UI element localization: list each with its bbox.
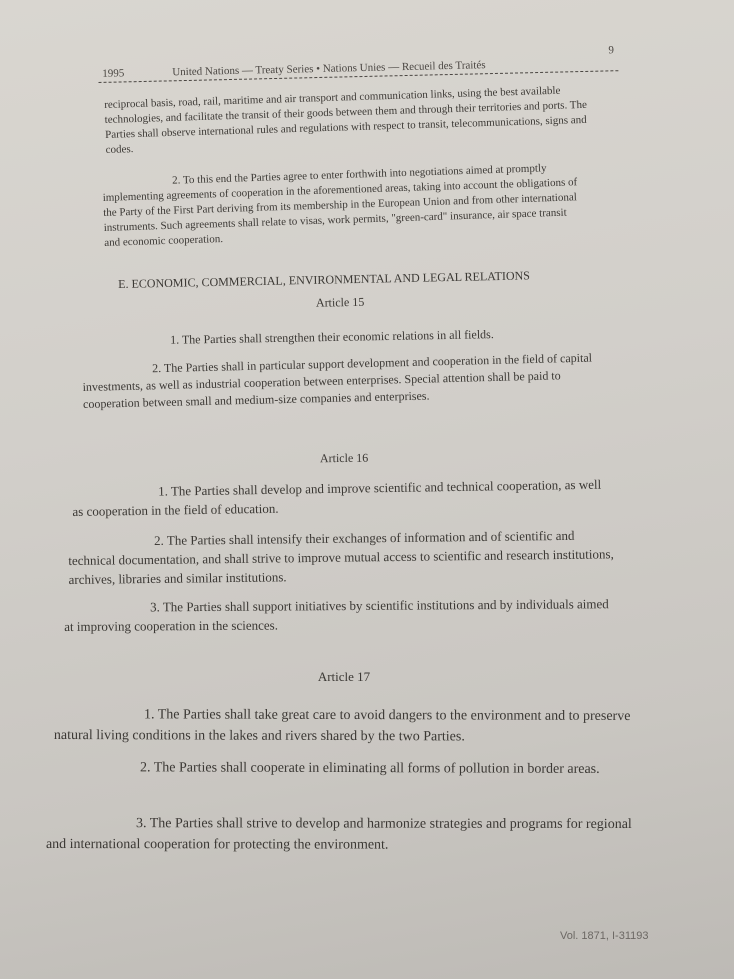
article-17-para-1: 1. The Parties shall take great care to avoid dangers to the environment and to preserve natural living conditions in the lakes and rivers shared by the two Parties.: [53, 707, 631, 745]
article-17-para-1-block: [54, 704, 644, 748]
article-16-para-1-block: [72, 475, 613, 521]
article-15-para-2-block: [82, 349, 603, 413]
article-15-para-2: 2. The Parties shall in particular support development and cooperation in the field of capital investments, as well as industrial cooperation between enterprises. Special attention shall be paid to cooperation between small and medium-size companies and enterprises.: [82, 350, 593, 411]
article-17-para-3: 3. The Parties shall strive to develop and harmonize strategies and programs for regional and international cooperation for protecting the environment.: [45, 816, 632, 853]
page-number: 9: [608, 44, 615, 57]
header-year: 1995: [102, 67, 125, 80]
continued-paragraph: reciprocal basis, road, rail, maritime and air transport and communication links, using the best available technologies, and facilitate the transit of their goods between them and through their territories and ports. The Parties shall observe international rules and regulations with respect to transit, telecommunications, signs and codes.: [104, 84, 588, 156]
article-16-para-2-block: [68, 525, 617, 589]
section-e-block: [118, 266, 598, 293]
article-16-para-2: 2. The Parties shall intensify their exchanges of information and of scientific and technical documentation, and shall strive to improve mutual access to scientific and research institutions, archives, libraries and similar institutions.: [68, 527, 614, 587]
article-16-para-1: 1. The Parties shall develop and improve scientific and technical cooperation, as well as cooperation in the field of education.: [72, 476, 602, 519]
article-17-para-2: 2. The Parties shall cooperate in eliminating all forms of pollution in border areas.: [139, 760, 600, 777]
article-16-title: Article 16: [319, 450, 369, 466]
article-16-para-3: 3. The Parties shall support initiatives by scientific institutions and by individuals aimed at improving cooperation in the sciences.: [64, 596, 609, 634]
continued-paragraph-block: [104, 82, 602, 158]
article-15-para-1-block: [100, 324, 600, 350]
article-17-para-2-block: [50, 757, 640, 780]
paragraph-2: 2. To this end the Parties agree to enter forthwith into negotiations aimed at promptly implementing agreements of cooperation in the aforementioned areas, taking into account the obligations of the Party of the First Part deriving from its membership in the European Union and from other international instruments. Such agreements shall relate to visas, work permits, "green-card" insurance, air space transit and economic cooperation.: [102, 162, 578, 249]
section-e-heading: E. ECONOMIC, COMMERCIAL, ENVIRONMENTAL AND LEGAL RELATIONS: [118, 268, 531, 291]
article-17-title: Article 17: [317, 669, 371, 684]
article-16-title-block: [244, 449, 444, 468]
article-15-title: Article 15: [315, 294, 365, 310]
article-16-para-3-block: [64, 594, 612, 636]
article-17-title-block: [244, 667, 444, 686]
article-15-title-block: [240, 293, 440, 313]
article-15-para-1: 1. The Parties shall strengthen their economic relations in all fields.: [170, 327, 494, 347]
header-series: United Nations — Treaty Series • Nations Unies — Recueil des Traités: [172, 59, 486, 79]
article-17-para-3-block: [46, 813, 646, 856]
running-header: [98, 44, 618, 83]
paragraph-2-block: [102, 160, 584, 251]
volume-reference: Vol. 1871, I-31193: [560, 930, 649, 942]
